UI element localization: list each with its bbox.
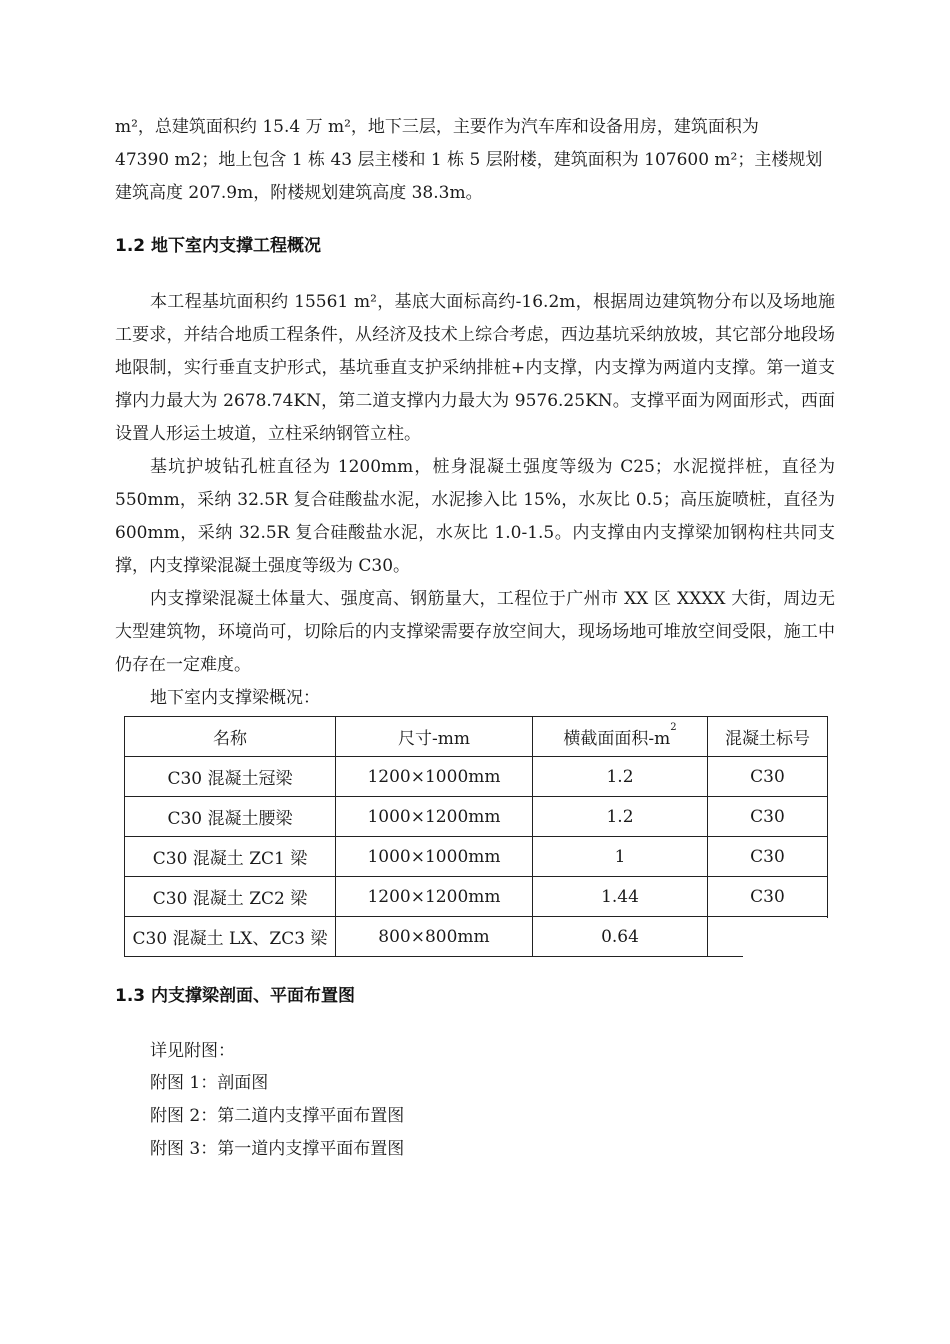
table-caption: 地下室内支撑梁概况：	[150, 688, 320, 708]
intro-line-2: 47390 m2；地上包含 1 栋 43 层主楼和 1 栋 5 层附楼，建筑面积为 107600 m²；主楼规划	[115, 150, 823, 170]
cell-grade: C30	[708, 757, 828, 797]
support-beam-table	[124, 716, 828, 957]
paragraph-pile-specs: 基坑护坡钻孔桩直径为 1200mm，桩身混凝土强度等级为 C25；水泥搅拌桩，直径为 550mm，采纳 32.5R 复合硅酸盐水泥，水泥掺入比 15%，水灰比 0.5；高压旋喷桩，直径为 600mm，采纳 32.5R 复合硅酸盐水泥，水灰比 1.0-1.5。内支撑由内支撑梁加钢构柱共同支撑，内支撑梁混凝土强度等级为 C30。	[115, 457, 835, 576]
cell-grade: C30	[708, 837, 828, 877]
see-attached-text: 详见附图：	[150, 1041, 235, 1061]
attachment-item: 附图 1：剖面图	[150, 1073, 269, 1093]
section-heading-1-2: 1.2 地下室内支撑工程概况	[115, 236, 322, 256]
cell-name: C30 混凝土 ZC1 梁	[125, 837, 336, 877]
table-header-row	[125, 717, 828, 757]
cell-area: 0.64	[533, 917, 708, 957]
table-row	[125, 917, 828, 957]
cell-size: 1000×1200mm	[336, 797, 533, 837]
table-row	[125, 757, 828, 797]
attachment-item: 附图 2：第二道内支撑平面布置图	[150, 1106, 405, 1126]
header-name: 名称	[125, 717, 336, 757]
cell-name: C30 混凝土 ZC2 梁	[125, 877, 336, 917]
header-size: 尺寸-mm	[336, 717, 533, 757]
cell-size: 800×800mm	[336, 917, 533, 957]
intro-line-1: m²，总建筑面积约 15.4 万 m²，地下三层，主要作为汽车库和设备用房，建筑面积为	[115, 117, 759, 137]
section-heading-1-3: 1.3 内支撑梁剖面、平面布置图	[115, 986, 356, 1006]
cell-area: 1	[533, 837, 708, 877]
cell-size: 1200×1200mm	[336, 877, 533, 917]
cell-size: 1000×1000mm	[336, 837, 533, 877]
paragraph-excavation-overview: 本工程基坑面积约 15561 m²，基底大面标高约-16.2m，根据周边建筑物分布以及场地施工要求，并结合地质工程条件，从经济及技术上综合考虑，西边基坑采纳放坡，其它部分地段场地限制，实行垂直支护形式，基坑垂直支护采纳排桩+内支撑，内支撑为两道内支撑。第一道支撑内力最大为 2678.74KN，第二道支撑内力最大为 9576.25KN。支撑平面为网面形式，西面设置人形运土坡道，立柱采纳钢管立柱。	[115, 292, 835, 444]
cell-area: 1.2	[533, 797, 708, 837]
cell-name: C30 混凝土 LX、ZC3 梁	[125, 917, 336, 957]
intro-line-3: 建筑高度 207.9m，附楼规划建筑高度 38.3m。	[115, 183, 483, 203]
cell-grade: C30	[708, 797, 828, 837]
header-area	[533, 717, 708, 757]
intro-paragraph	[115, 111, 835, 210]
header-area-superscript: 2	[670, 722, 677, 733]
cell-area: 1.44	[533, 877, 708, 917]
attachment-item: 附图 3：第一道内支撑平面布置图	[150, 1139, 405, 1159]
cell-name: C30 混凝土冠梁	[125, 757, 336, 797]
table-row	[125, 877, 828, 917]
cell-size: 1200×1000mm	[336, 757, 533, 797]
cell-area: 1.2	[533, 757, 708, 797]
header-area-label: 横截面面积-m	[563, 729, 671, 749]
obscuring-overlay	[743, 918, 863, 963]
header-grade: 混凝土标号	[708, 717, 828, 757]
paragraph-construction-difficulty: 内支撑梁混凝土体量大、强度高、钢筋量大，工程位于广州市 XX 区 XXXX 大街，周边无大型建筑物，环境尚可，切除后的内支撑梁需要存放空间大，现场场地可堆放空间受限，施工中仍存在一定难度。	[115, 589, 835, 675]
cell-grade: C30	[708, 877, 828, 917]
cell-name: C30 混凝土腰梁	[125, 797, 336, 837]
table-row	[125, 837, 828, 877]
table-row	[125, 797, 828, 837]
